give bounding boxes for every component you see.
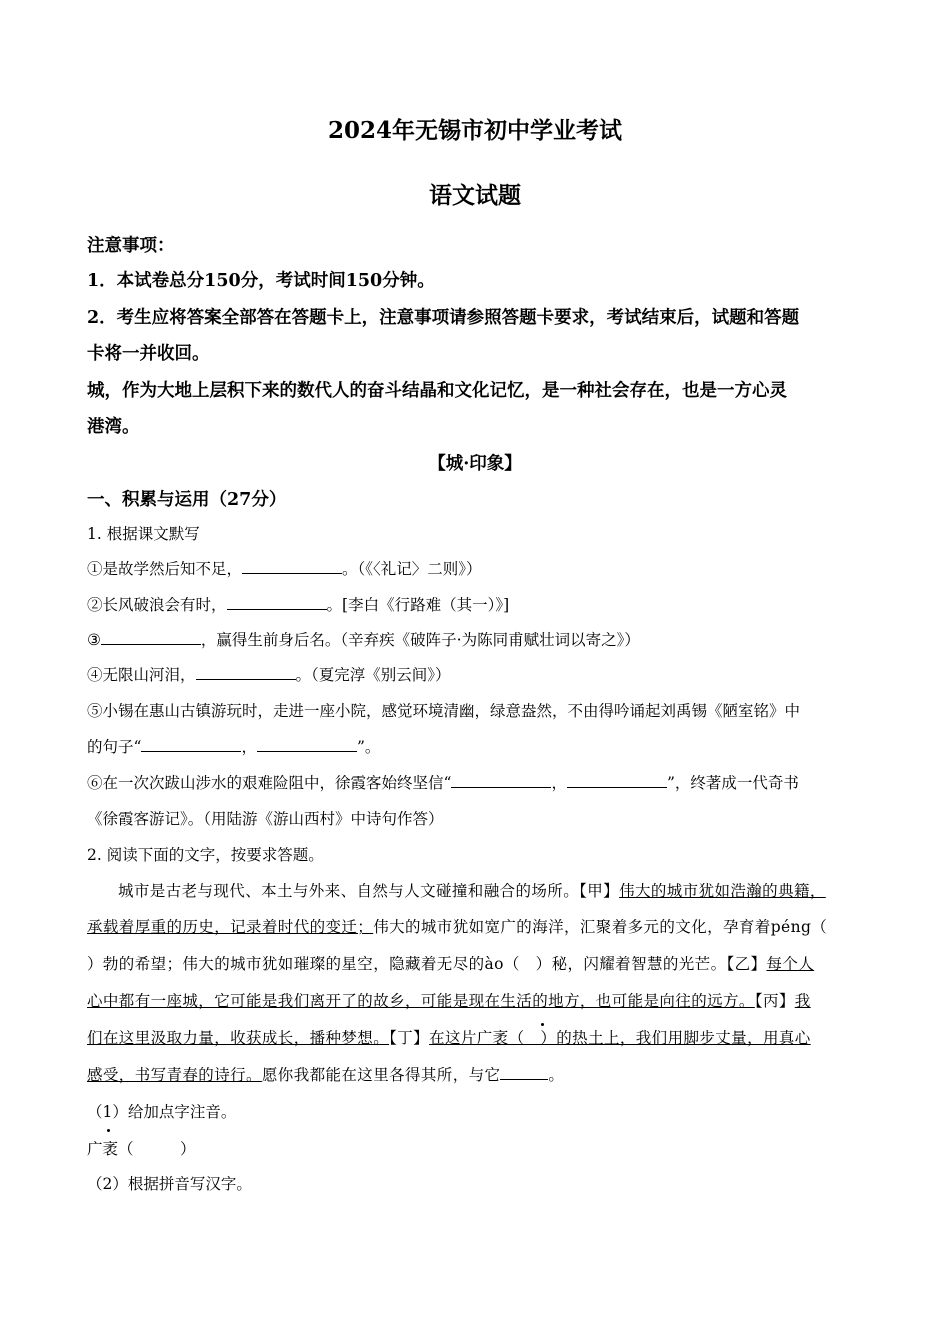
q1-item-2: ②长风破浪会有时， 。[李白《行路难（其一）》] [87, 593, 509, 615]
q1-item-6-line1: ⑥在一次次跋山涉水的艰难险阻中，徐霞客始终坚信“ ， ”，终著成一代奇书 [87, 771, 799, 793]
answer-blank[interactable] [500, 1063, 548, 1080]
q1-item-5-line1: ⑤小锡在惠山古镇游玩时，走进一座小院，感觉环境清幽，绿意盎然，不由得吟诵起刘禹锡《陋室铭》中 [87, 702, 801, 720]
sub-question-1-label: （1）给加点字注音。 [87, 1103, 237, 1121]
q1-item-5-line2: 的句子“ ， ”。 [87, 735, 380, 757]
notice-item-2-line1: 2．考生应将答案全部答在答题卡上，注意事项请参照答题卡要求，考试结束后，试题和答题 [87, 308, 800, 328]
passage-line-6: 感受，书写青春的诗行。愿你我都能在这里各得其所，与它 。 [87, 1063, 564, 1085]
answer-blank[interactable] [257, 735, 357, 752]
answer-blank[interactable] [567, 771, 667, 788]
q1-item-3: ③ ，赢得生前身后名。（辛弃疾《破阵子·为陈同甫赋壮词以寄之》） [87, 628, 640, 650]
exam-title: 2024年无锡市初中学业考试 [327, 117, 622, 144]
q1-item-1: ①是故学然后知不足， 。（《〈礼记〉二则》） [87, 557, 482, 579]
emphasis-dot [541, 1023, 544, 1026]
passage-line-3: ）勃的希望；伟大的城市犹如璀璨的星空，隐藏着无尽的ào（ ）秘，闪耀着智慧的光芒。【乙】每个人 [87, 955, 815, 973]
answer-blank[interactable] [227, 593, 327, 610]
q1-item-6-line2: 《徐霞客游记》。（用陆游《游山西村》中诗句作答） [87, 810, 444, 828]
notice-item-2-line2: 卡将一并收回。 [87, 344, 210, 364]
question-2-label: 2. 阅读下面的文字，按要求答题。 [87, 846, 324, 864]
question-1-label: 1. 根据课文默写 [87, 525, 200, 543]
emphasis-dot [107, 1129, 110, 1132]
q1-item-4: ④无限山河泪， 。（夏完淳《别云间》） [87, 663, 451, 685]
answer-blank[interactable] [451, 771, 551, 788]
answer-blank[interactable] [196, 663, 296, 680]
passage-line-4: 心中都有一座城，它可能是我们离开了的故乡，可能是现在生活的地方，也可能是向往的远方。【丙】我 [87, 992, 811, 1010]
notice-item-1: 1．本试卷总分150分，考试时间150分钟。 [87, 271, 435, 291]
notice-heading: 注意事项： [87, 236, 175, 256]
answer-blank[interactable] [141, 735, 241, 752]
section-tag: 【城·印象】 [428, 454, 522, 474]
passage-line-5: 们在这里汲取力量，收获成长，播种梦想。【丁】在这片广袤（ ）的热土上，我们用脚步丈量，用真心 [87, 1029, 811, 1047]
section-1-heading: 一、积累与运用（27分） [87, 490, 287, 510]
intro-line-1: 城，作为大地上层积下来的数代人的奋斗结晶和文化记忆，是一种社会存在，也是一方心灵 [87, 381, 787, 401]
exam-subtitle: 语文试题 [429, 182, 521, 209]
sub-question-2-label: （2）根据拼音写汉字。 [87, 1175, 252, 1193]
passage-line-2: 承载着厚重的历史，记录着时代的变迁；伟大的城市犹如宽广的海洋，汇聚着多元的文化，孕育着péng（ [87, 918, 828, 936]
answer-blank[interactable] [101, 628, 201, 645]
passage-line-1: 城市是古老与现代、本土与外来、自然与人文碰撞和融合的场所。【甲】伟大的城市犹如浩瀚的典籍， [118, 882, 826, 900]
sub-question-1-item: 广袤（ ） [87, 1140, 196, 1158]
answer-blank[interactable] [242, 557, 342, 574]
intro-line-2: 港湾。 [87, 417, 140, 437]
